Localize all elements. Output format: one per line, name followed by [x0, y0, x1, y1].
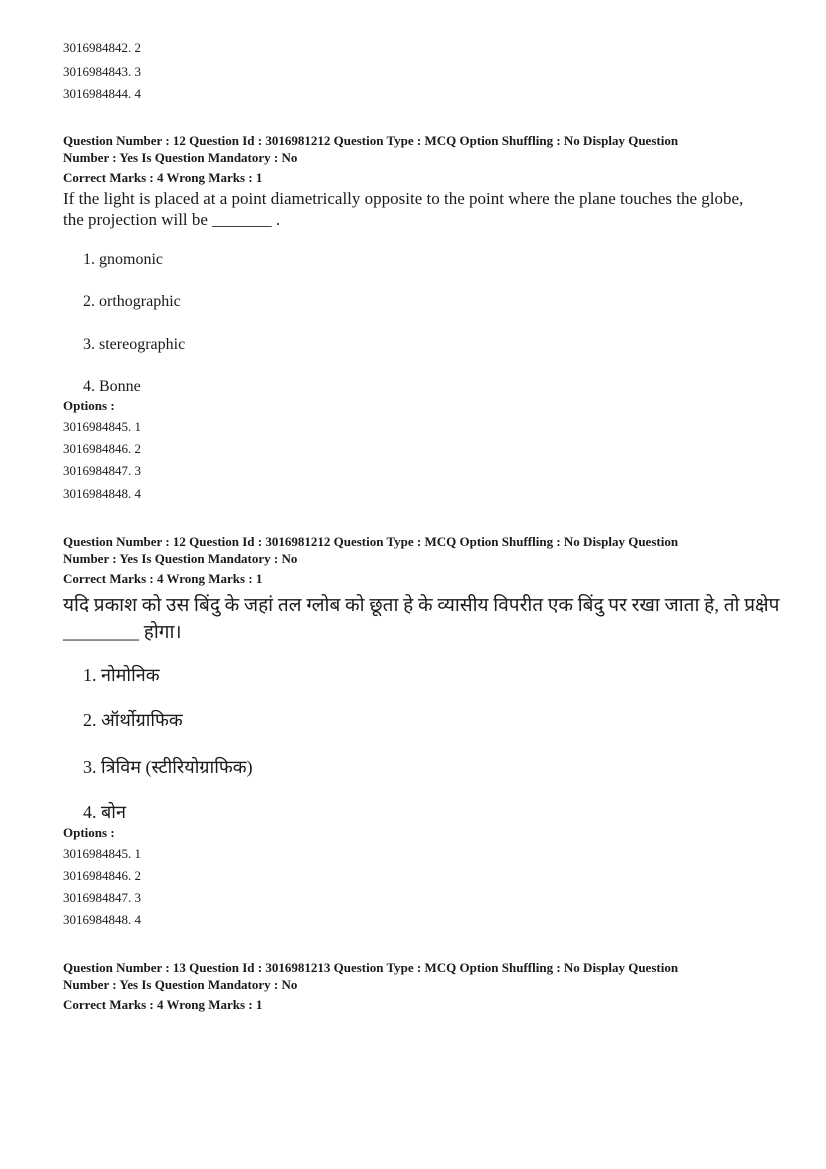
- answer-choice: 4. बोन: [83, 802, 126, 822]
- option-id-line: 3016984842. 2: [63, 40, 141, 55]
- question-meta-line: Question Number : 12 Question Id : 3016981212 Question Type : MCQ Option Shuffling : No Display Question: [63, 534, 679, 549]
- question-marks: Correct Marks : 4 Wrong Marks : 1: [63, 571, 263, 586]
- answer-choice: 4. Bonne: [83, 378, 141, 395]
- question-meta-line: Number : Yes Is Question Mandatory : No: [63, 150, 298, 165]
- question-meta-line: Number : Yes Is Question Mandatory : No: [63, 551, 298, 566]
- option-id-line: 3016984847. 3: [63, 463, 141, 478]
- option-id-line: 3016984845. 1: [63, 846, 141, 861]
- option-id-line: 3016984848. 4: [63, 912, 141, 927]
- option-id-line: 3016984847. 3: [63, 890, 141, 905]
- question-marks: Correct Marks : 4 Wrong Marks : 1: [63, 997, 263, 1012]
- question-meta-line: Question Number : 13 Question Id : 3016981213 Question Type : MCQ Option Shuffling : No Display Question: [63, 960, 679, 975]
- answer-choice: 1. gnomonic: [83, 251, 163, 268]
- options-label: Options :: [63, 825, 115, 840]
- answer-choice: 2. orthographic: [83, 293, 181, 310]
- option-id-line: 3016984843. 3: [63, 64, 141, 79]
- option-id-line: 3016984846. 2: [63, 441, 141, 456]
- option-id-line: 3016984844. 4: [63, 86, 141, 101]
- option-id-line: 3016984845. 1: [63, 419, 141, 434]
- option-id-line: 3016984848. 4: [63, 486, 141, 501]
- question-text: If the light is placed at a point diametrically opposite to the point where the plane touches the globe, the projection will be _______ .: [63, 189, 744, 229]
- options-label: Options :: [63, 398, 115, 413]
- option-id-line: 3016984846. 2: [63, 868, 141, 883]
- question-marks: Correct Marks : 4 Wrong Marks : 1: [63, 170, 263, 185]
- answer-choice: 3. stereographic: [83, 336, 186, 353]
- answer-choice: 2. ऑर्थोग्राफिक: [83, 710, 183, 730]
- answer-choice: 3. त्रिविम (स्टीरियोग्राफिक): [83, 757, 253, 777]
- question-text: यदि प्रकाश को उस बिंदु के जहां तल ग्लोब को छूता हे के व्यासीय विपरीत एक बिंदु पर रखा जाता हे, तो प्रक्षेप ________ होगा।: [63, 595, 780, 643]
- question-meta-line: Question Number : 12 Question Id : 3016981212 Question Type : MCQ Option Shuffling : No Display Question: [63, 133, 679, 148]
- question-meta-line: Number : Yes Is Question Mandatory : No: [63, 977, 298, 992]
- answer-choice: 1. नोमोनिक: [83, 665, 160, 685]
